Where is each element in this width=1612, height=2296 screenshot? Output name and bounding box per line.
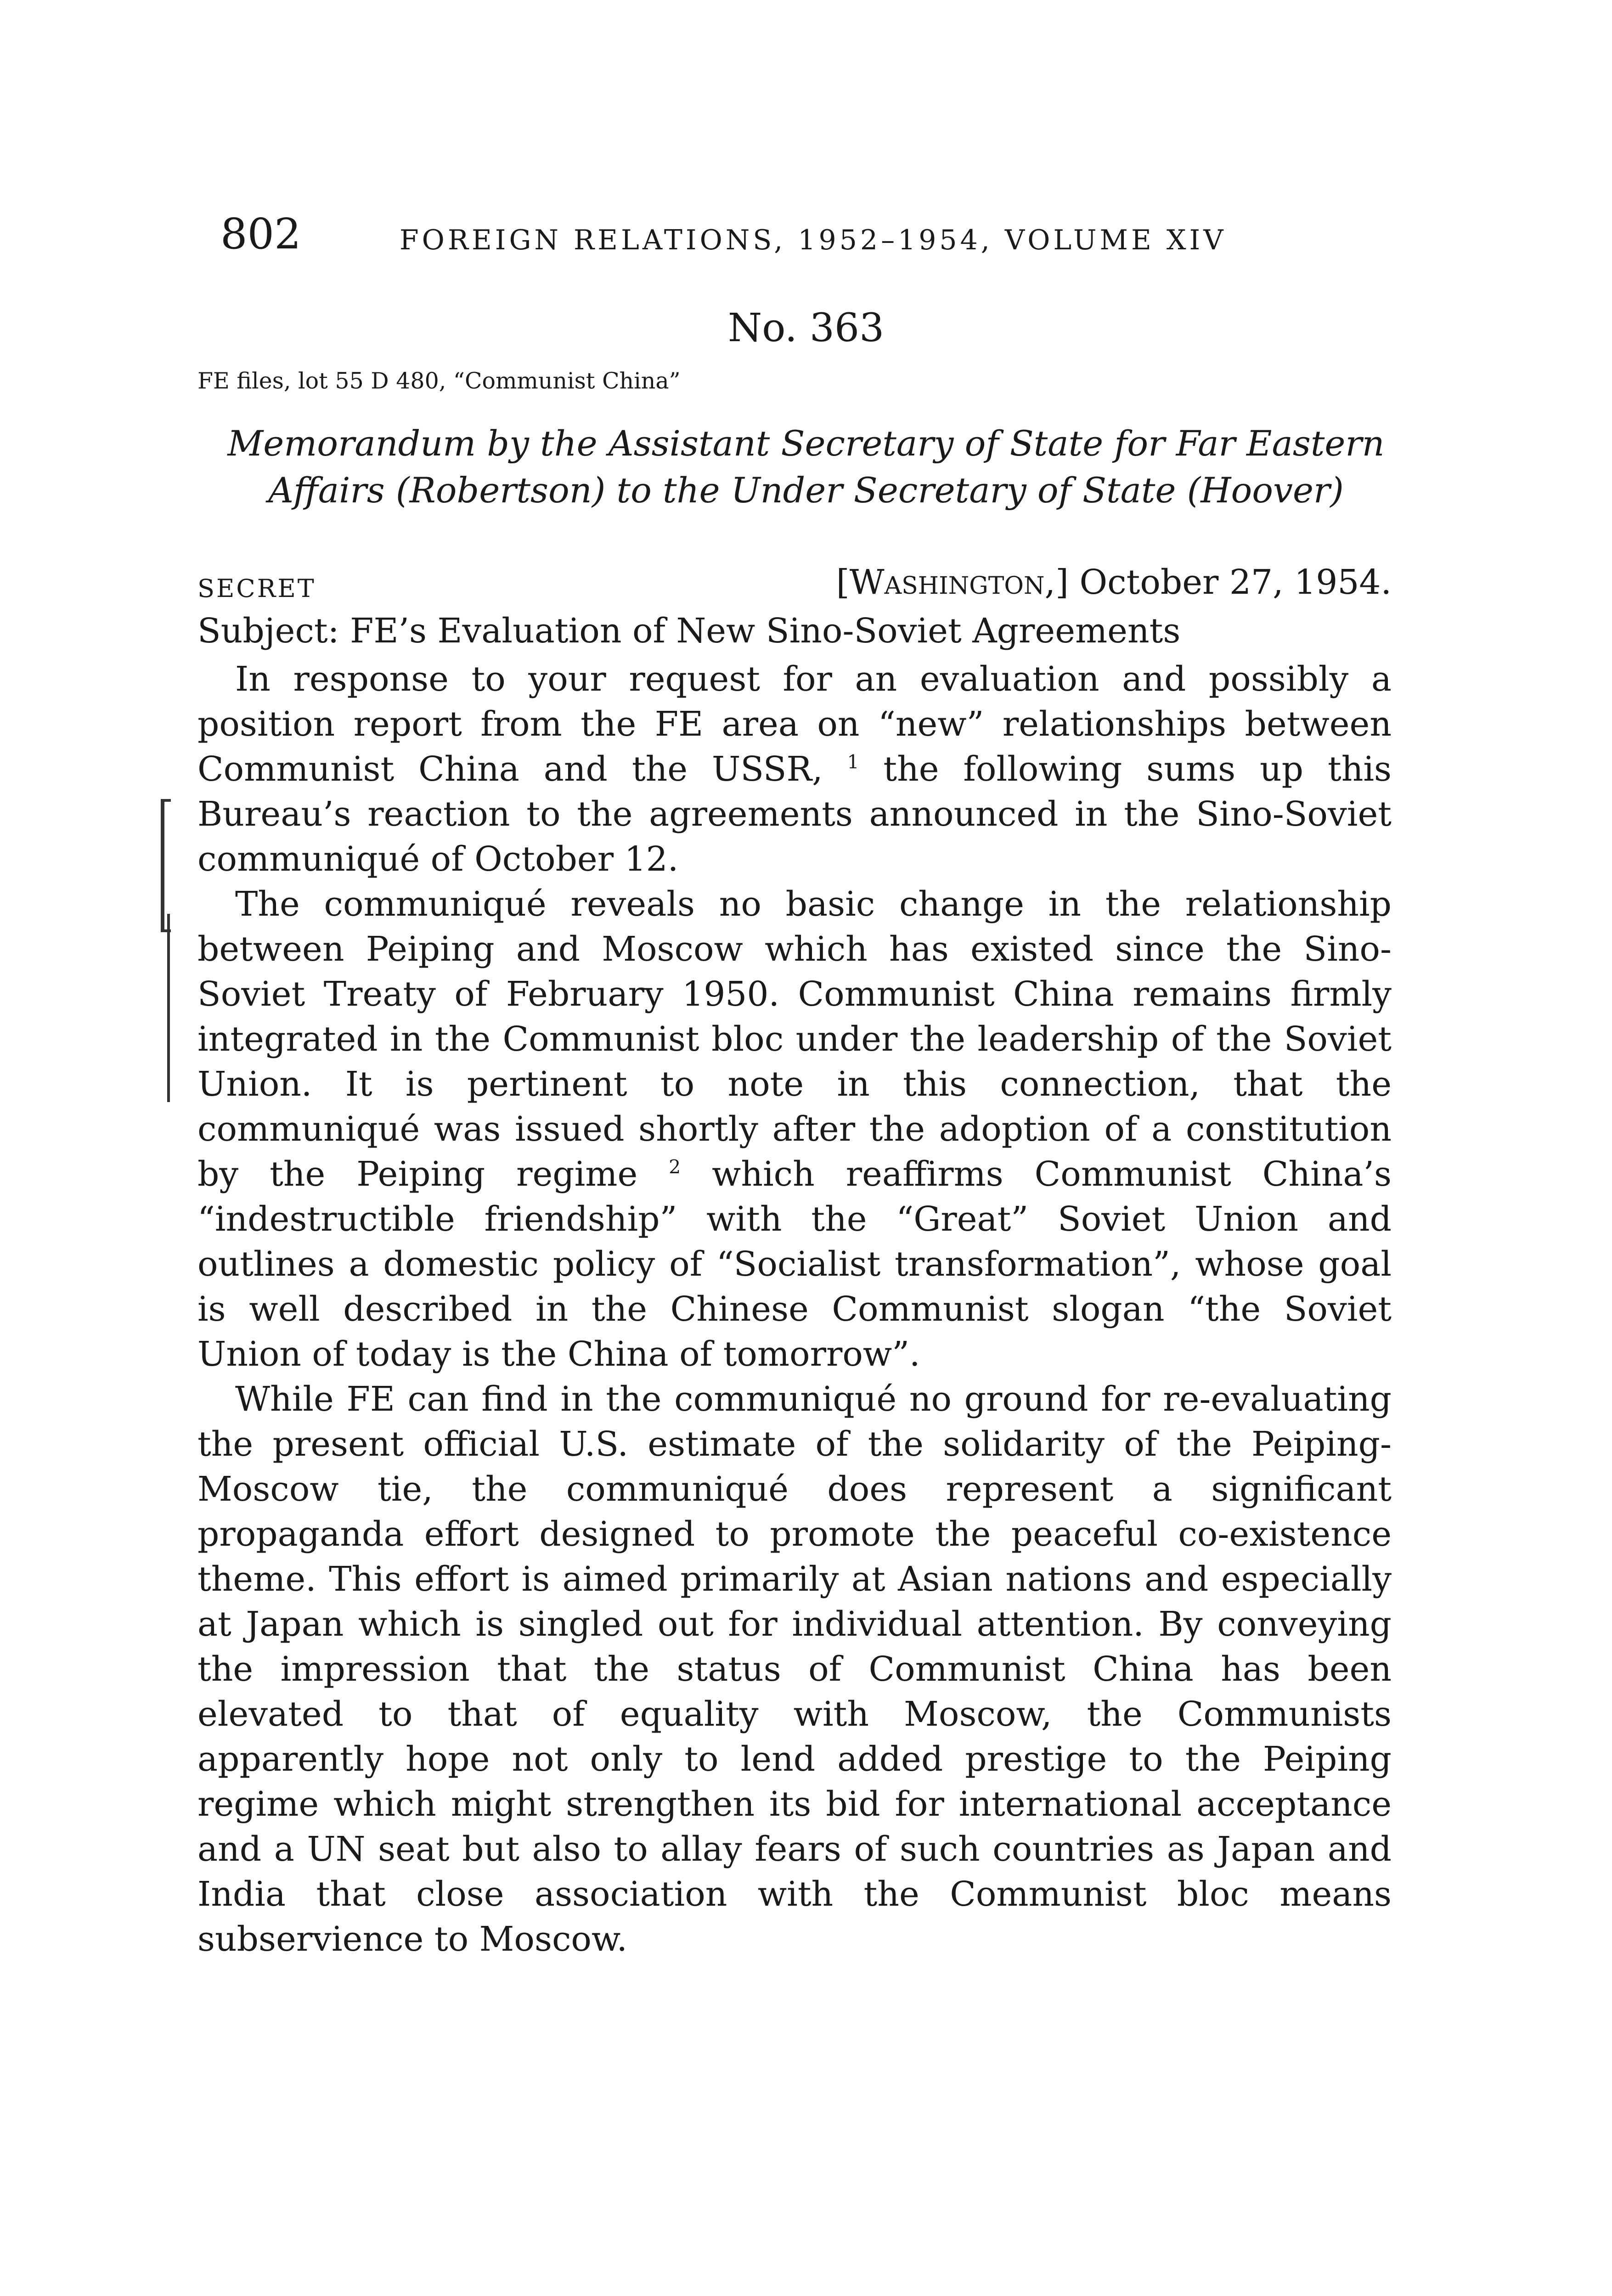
footnote-ref: 1: [847, 751, 859, 773]
source-note: FE files, lot 55 D 480, “Communist China”: [197, 368, 681, 394]
paragraph: [197, 882, 1392, 1377]
paragraph: [197, 657, 1392, 882]
paragraph-text: which reaffirms Communist China’s “indestructible friendship” with the “Great” Soviet Union and outlines a domestic policy of “Socialist transformation”, whose goal is well described in the Chinese Communist slogan “the Soviet Union of today is the China of tomorrow”.: [197, 1154, 1392, 1374]
margin-bracket-1: [161, 799, 164, 932]
volume-title: FOREIGN RELATIONS, 1952–1954, VOLUME XIV: [400, 224, 1227, 256]
margin-bracket-1-top-tick: [161, 799, 171, 802]
paragraph-text: the following sums up this Bureau’s reaction to the agreements announced in the Sino-Soviet communiqué of October 12.: [197, 749, 1392, 879]
paragraph-text: The communiqué reveals no basic change in the relationship between Peiping and Moscow which has existed since the Sino-Soviet Treaty of February 1950. Communist China remains firmly integrated in the Communist bloc under the leadership of the Soviet Union. It is pertinent to note in this connection, that the communiqué was issued shortly after the adoption of a constitution by the Peiping regime: [197, 884, 1392, 1194]
classification-label: SECRET: [197, 574, 316, 603]
dateline: [781, 559, 1392, 605]
dateline-place: [Washington,]: [836, 563, 1069, 602]
paragraph-text: In response to your request for an evaluation and possibly a position report from the FE area on “new” relationships between Communist China and the USSR,: [197, 659, 1392, 789]
running-head: [220, 209, 1396, 269]
footnote-ref: 2: [669, 1156, 681, 1178]
margin-bracket-2: [167, 914, 170, 1102]
subject-line: Subject: FE’s Evaluation of New Sino-Soviet Agreements: [197, 611, 1181, 651]
document-number: No. 363: [727, 305, 885, 351]
document-title: Memorandum by the Assistant Secretary of State for Far Eastern Affairs (Robertson) to the Under Secretary of State (Hoover): [227, 423, 1385, 511]
dateline-date: October 27, 1954.: [1079, 563, 1392, 602]
paragraph: While FE can find in the communiqué no ground for re-evaluating the present official U.S. estimate of the solidarity of the Peiping-Moscow tie, the communiqué does represent a significant propaganda effort designed to promote the peaceful co-existence theme. This effort is aimed primarily at Asian nations and especially at Japan which is singled out for individual attention. By conveying the impression that the status of Communist China has been elevated to that of equality with Moscow, the Communists apparently hope not only to lend added prestige to the Peiping regime which might strengthen its bid for international acceptance and a UN seat but also to allay fears of such countries as Japan and India that close association with the Communist bloc means subservience to Moscow.: [197, 1379, 1392, 1959]
body-text: [197, 657, 1392, 1962]
page-number: 802: [220, 209, 301, 259]
